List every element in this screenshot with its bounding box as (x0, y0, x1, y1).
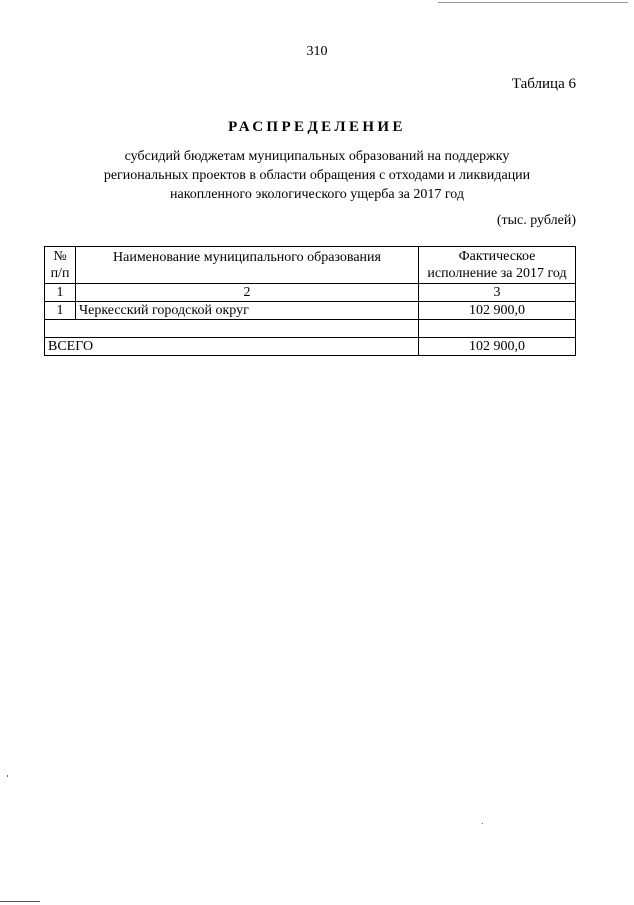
column-index-3: 3 (419, 284, 576, 302)
distribution-table (44, 246, 576, 356)
units-label: (тыс. рублей) (496, 213, 576, 228)
total-row (45, 338, 576, 356)
header-number-line-1: № (53, 249, 67, 264)
subtitle-line-1: субсидий бюджетам муниципальных образований на поддержку (124, 149, 510, 164)
bottom-scan-rule (0, 901, 40, 902)
scan-speck (482, 823, 483, 824)
row-name: Черкесский городской округ (76, 302, 419, 320)
page-number: 310 (306, 44, 328, 59)
header-number-line-2: п/п (50, 266, 70, 281)
empty-cell-left (45, 320, 419, 338)
document-subtitle (60, 147, 574, 204)
total-label: ВСЕГО (45, 338, 419, 356)
column-index-row (45, 284, 576, 302)
row-value: 102 900,0 (419, 302, 576, 320)
header-name: Наименование муниципального образования (76, 247, 419, 284)
row-number: 1 (45, 302, 76, 320)
top-scan-rule (438, 2, 628, 3)
empty-row (45, 320, 576, 338)
document-title: РАСПРЕДЕЛЕНИЕ (228, 119, 406, 135)
table-header-row (45, 247, 576, 284)
subtitle-line-3: накопленного экологического ущерба за 2017 год (170, 187, 464, 202)
scan-speck (7, 775, 8, 777)
subtitle-line-2: региональных проектов в области обращения с отходами и ликвидации (103, 168, 531, 183)
header-value-line-1: Фактическое (458, 249, 536, 264)
header-number (45, 247, 76, 284)
table-label: Таблица 6 (511, 76, 576, 92)
column-index-1: 1 (45, 284, 76, 302)
header-value-line-2: исполнение за 2017 год (427, 266, 567, 281)
header-value (419, 247, 576, 284)
empty-cell-right (419, 320, 576, 338)
total-value: 102 900,0 (419, 338, 576, 356)
table-row (45, 302, 576, 320)
column-index-2: 2 (76, 284, 419, 302)
